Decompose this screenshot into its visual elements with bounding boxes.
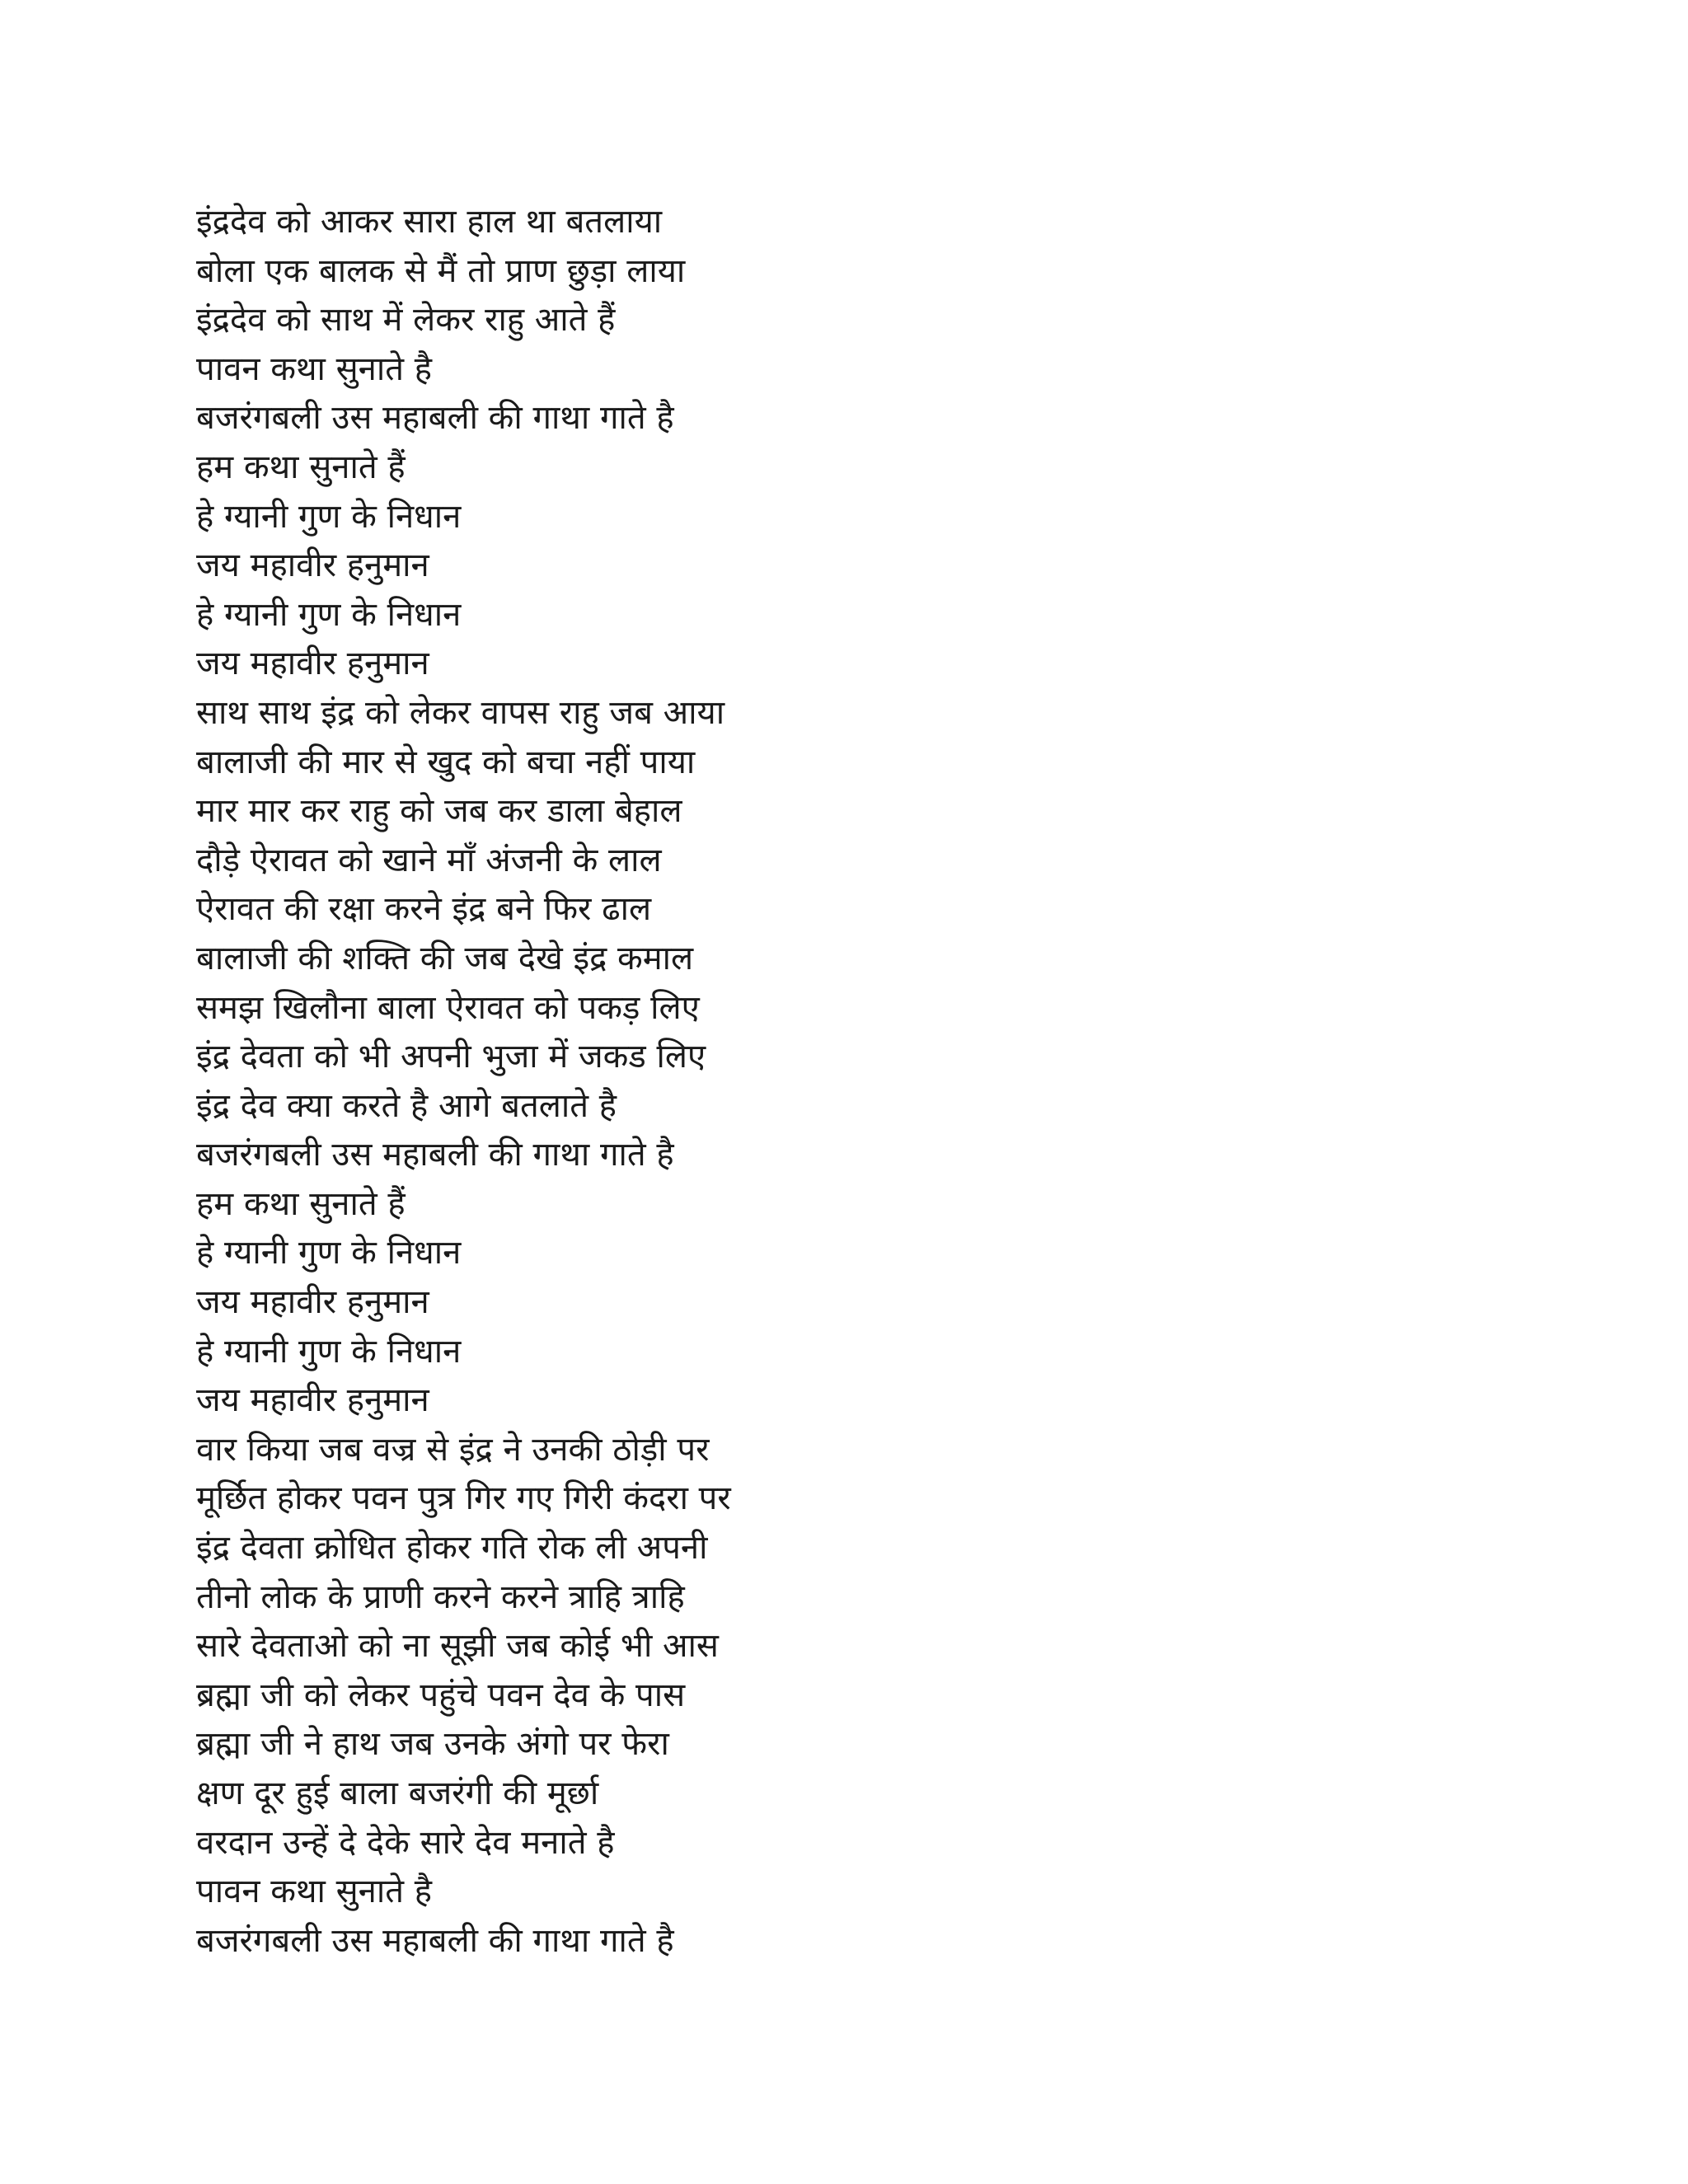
lyric-line: समझ खिलौना बाला ऐरावत को पकड़ लिए xyxy=(196,988,700,1027)
lyric-line: वार किया जब वज्र से इंद्र ने उनकी ठोड़ी पर xyxy=(196,1430,710,1469)
lyric-line: बजरंगबली उस महाबली की गाथा गाते है xyxy=(196,399,674,438)
lyric-line: जय महावीर हनुमान xyxy=(196,644,429,683)
lyric-line: पावन कथा सुनाते है xyxy=(196,349,432,388)
lyric-line: जय महावीर हनुमान xyxy=(196,1283,429,1322)
lyric-line: बोला एक बालक से मैं तो प्राण छुड़ा लाया xyxy=(196,251,686,290)
lyric-line: इंद्रदेव को साथ में लेकर राहु आते हैं xyxy=(196,301,616,340)
lyric-line: इंद्र देवता क्रोधित होकर गति रोक ली अपनी xyxy=(196,1529,708,1568)
lyric-line: ब्रह्मा जी ने हाथ जब उनके अंगो पर फेरा xyxy=(196,1725,669,1764)
lyric-line: तीनो लोक के प्राणी करने करने त्राहि त्राहि xyxy=(196,1577,685,1616)
lyric-line: दौड़े ऐरावत को खाने माँ अंजनी के लाल xyxy=(196,841,662,879)
lyric-line: बालाजी की शक्ति की जब देखे इंद्र कमाल xyxy=(196,939,694,977)
lyric-line: पावन कथा सुनाते है xyxy=(196,1872,432,1911)
lyric-line: हम कथा सुनाते हैं xyxy=(196,448,406,486)
lyric-line: बजरंगबली उस महाबली की गाथा गाते है xyxy=(196,1136,674,1174)
lyric-line: हे ग्यानी गुण के निधान xyxy=(196,1234,462,1272)
lyric-line: इंद्र देव क्या करते है आगे बतलाते है xyxy=(196,1086,617,1125)
lyric-line: हे ग्यानी गुण के निधान xyxy=(196,1332,462,1371)
lyric-line: मूर्छित होकर पवन पुत्र गिर गए गिरी कंदरा पर xyxy=(196,1479,731,1518)
lyric-line: सारे देवताओ को ना सूझी जब कोई भी आस xyxy=(196,1627,719,1666)
lyrics-text xyxy=(196,198,1482,1966)
lyric-line: साथ साथ इंद्र को लेकर वापस राहु जब आया xyxy=(196,693,725,732)
lyric-line: इंद्रदेव को आकर सारा हाल था बतलाया xyxy=(196,203,663,241)
lyric-line: बजरंगबली उस महाबली की गाथा गाते है xyxy=(196,1921,674,1960)
lyric-line: बालाजी की मार से खुद को बचा नहीं पाया xyxy=(196,743,696,781)
lyric-line: इंद्र देवता को भी अपनी भुजा में जकड लिए xyxy=(196,1038,706,1076)
lyric-line: हम कथा सुनाते हैं xyxy=(196,1184,406,1223)
lyric-line: क्षण दूर हुई बाला बजरंगी की मूर्छा xyxy=(196,1774,599,1812)
lyric-line: ऐरावत की रक्षा करने इंद्र बने फिर ढाल xyxy=(196,890,652,929)
lyric-line: मार मार कर राहु को जब कर डाला बेहाल xyxy=(196,792,682,831)
lyric-line: हे ग्यानी गुण के निधान xyxy=(196,497,462,536)
lyric-line: हे ग्यानी गुण के निधान xyxy=(196,595,462,634)
lyric-line: जय महावीर हनुमान xyxy=(196,546,429,585)
lyric-line: वरदान उन्हें दे देके सारे देव मनाते है xyxy=(196,1823,615,1862)
lyric-line: ब्रह्मा जी को लेकर पहुंचे पवन देव के पास xyxy=(196,1675,686,1714)
lyric-line: जय महावीर हनुमान xyxy=(196,1381,429,1420)
